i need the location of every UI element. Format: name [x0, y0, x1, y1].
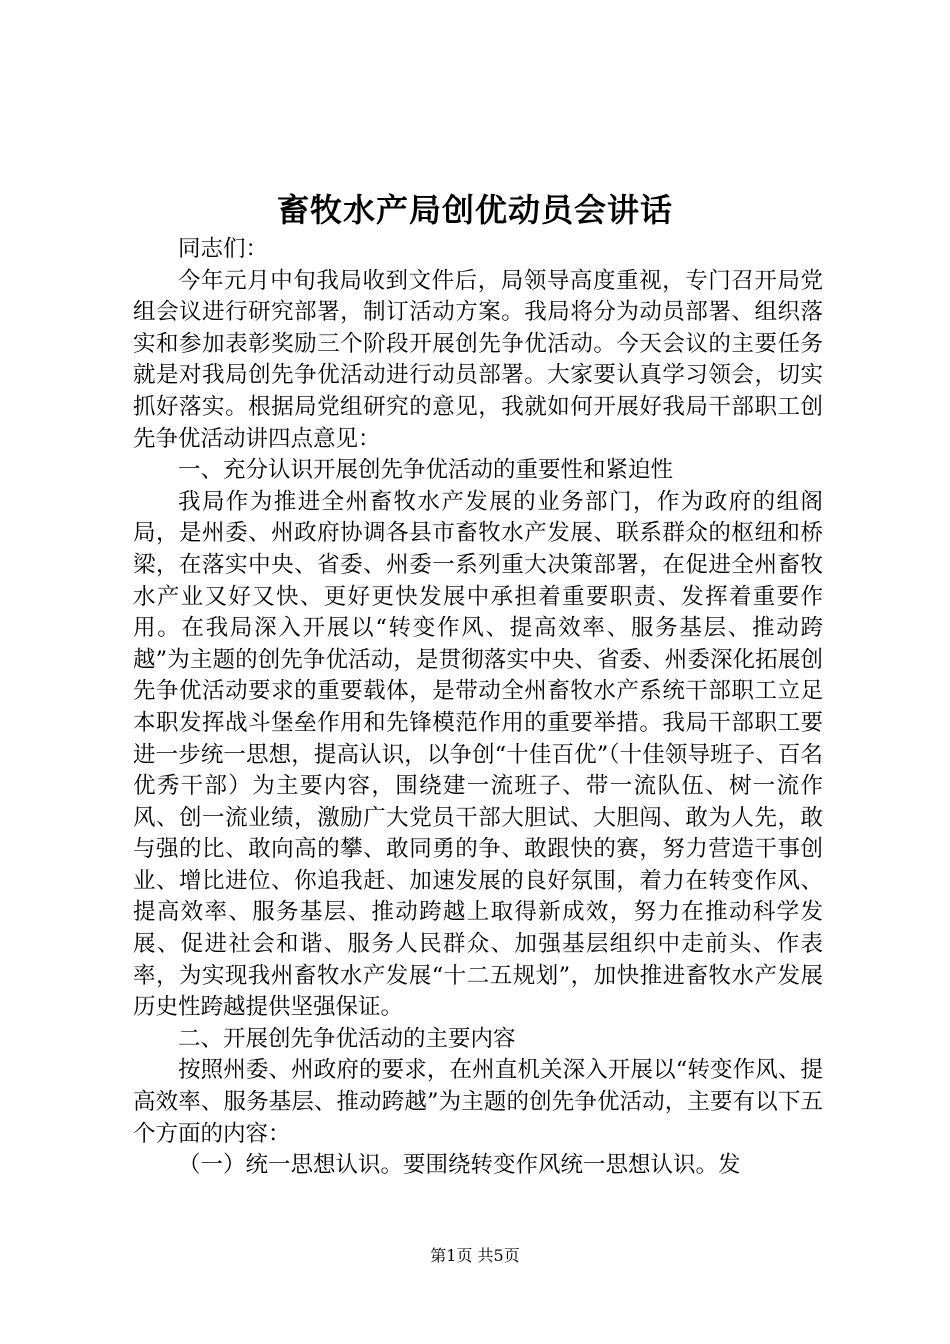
- subsection-1-paragraph: （一）统一思想认识。要围绕转变作风统一思想认识。发: [178, 1152, 741, 1179]
- document-body: [133, 234, 823, 1182]
- section-heading-1: 一、充分认识开展创先争优活动的重要性和紧迫性: [178, 457, 674, 484]
- page-number-footer: 第1页 共5页: [430, 1246, 520, 1265]
- section-heading-2: 二、开展创先争优活动的主要内容: [178, 1025, 516, 1052]
- salutation-paragraph: 同志们：: [178, 236, 269, 262]
- section-1-paragraph: 我局作为推进全州畜牧水产发展的业务部门，作为政府的组阁局，是州委、州政府协调各县市畜牧水产发展、联系群众的枢纽和桥梁，在落实中央、省委、州委一系列重大决策部署，在促进全州畜牧水产业又好又快、更好更快发展中承担着重要职责、发挥着重要作用。在我局深入开展以“转变作风、提高效率、服务基层、推动跨越”为主题的创先争优活动，是贯彻落实中央、省委、州委深化拓展创先争优活动要求的重要载体，是带动全州畜牧水产系统干部职工立足本职发挥战斗堡垒作用和先锋模范作用的重要举措。我局干部职工要进一步统一思想，提高认识，以争创“十佳百优”（十佳领导班子、百名优秀干部）为主要内容，围绕建一流班子、带一流队伍、树一流作风、创一流业绩，激励广大党员干部大胆试、大胆闯、敢为人先，敢与强的比、敢向高的攀、敢同勇的争、敢跟快的赛，努力营造干事创业、增比进位、你追我赶、加速发展的良好氛围，着力在转变作风、提高效率、服务基层、推动跨越上取得新成效，努力在推动科学发展、促进社会和谐、服务人民群众、加强基层组织中走前头、作表率，为实现我州畜牧水产发展“十二五规划”，加快推进畜牧水产发展历史性跨越提供坚强保证。: [133, 488, 823, 1021]
- intro-paragraph: 今年元月中旬我局收到文件后，局领导高度重视，专门召开局党组会议进行研究部署，制订活动方案。我局将分为动员部署、组织落实和参加表彰奖励三个阶段开展创先争优活动。今天会议的主要任务就是对我局创先争优活动进行动员部署。大家要认真学习领会，切实抓好落实。根据局党组研究的意见，我就如何开展好我局干部职工创先争优活动讲四点意见：: [133, 267, 823, 452]
- document-title: 畜牧水产局创优动员会讲话: [276, 191, 673, 229]
- section-2-paragraph: 按照州委、州政府的要求，在州直机关深入开展以“转变作风、提高效率、服务基层、推动跨越”为主题的创先争优活动，主要有以下五个方面的内容：: [133, 1057, 823, 1147]
